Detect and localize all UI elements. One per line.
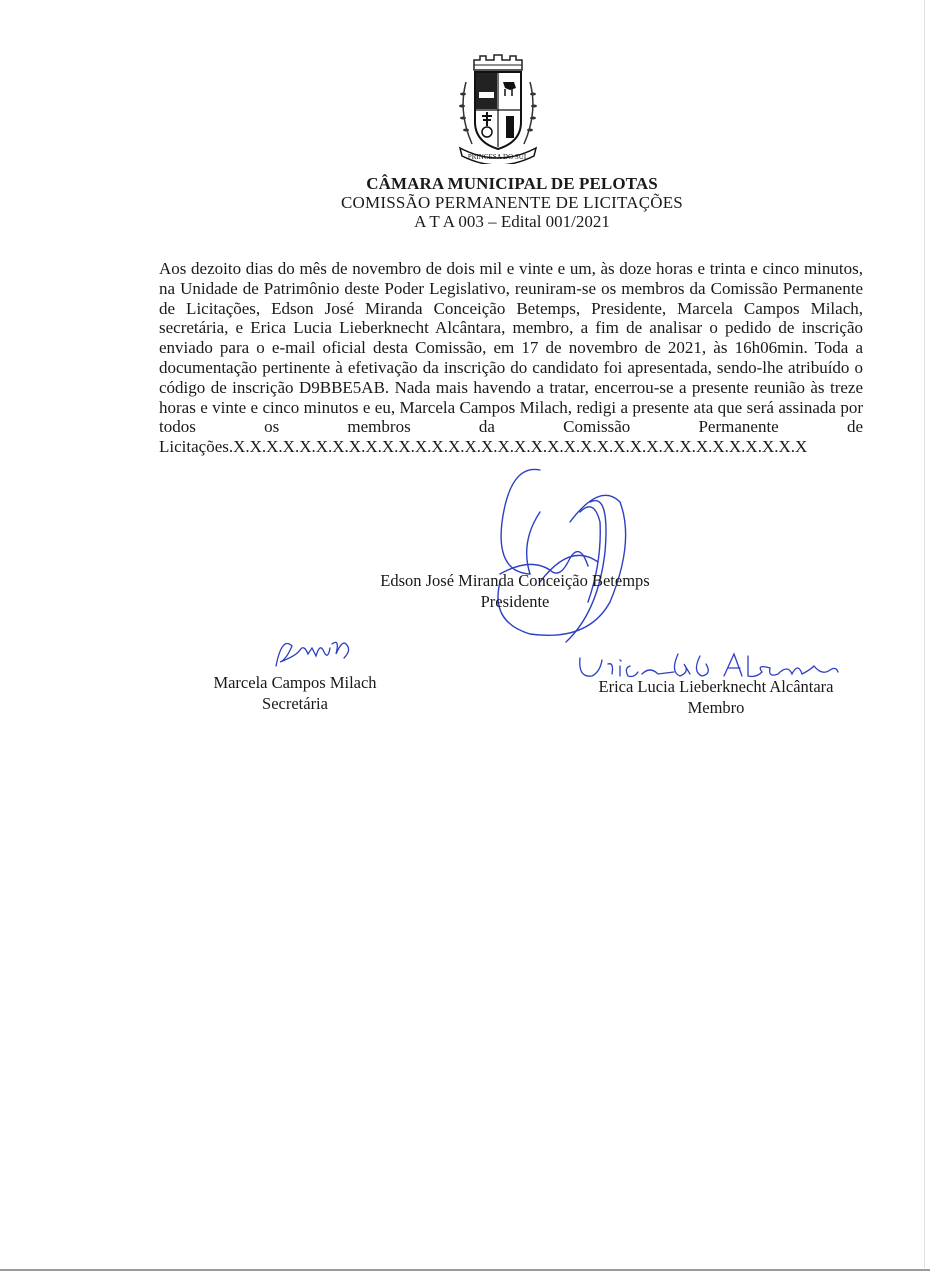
- institution-name: CÂMARA MUNICIPAL DE PELOTAS: [366, 174, 658, 193]
- document-header: [230, 174, 794, 232]
- crest-motto: PRINCESA DO SUL: [467, 153, 529, 161]
- scan-edge-bottom: [0, 1269, 930, 1271]
- secretary-role: Secretária: [262, 694, 328, 713]
- commission-name: COMISSÃO PERMANENTE DE LICITAÇÕES: [341, 193, 683, 212]
- minutes-body: Aos dezoito dias do mês de novembro de dois mil e vinte e um, às doze horas e trinta e cinco minutos, na Unidade de Patrimônio deste Poder Legislativo, reuniram-se os membros da Comissão Permanente de Licitações, Edson José Miranda Conceição Betemps, Presidente, Marcela Campos Milach, secretária, e Erica Lucia Lieberknecht Alcântara, membro, a fim de analisar o pedido de inscrição enviado para o e-mail oficial desta Comissão, em 17 de novembro de 2021, às 16h06min. Toda a documentação pertinente à efetivação da inscrição do candidato foi apresentada, sendo-lhe atribuído o código de inscrição D9BBE5AB. Nada mais havendo a tratar, encerrou-se a presente reunião às treze horas e vinte e cinco minutos e eu, Marcela Campos Milach, redigi a presente ata que será assinada por todos os membros da Comissão Permanente de Licitações.X.X.X.X.X.X.X.X.X.X.X.X.X.X.X.X.X.X.X.X.X.X.X.X.X.X.X.X.X.X.X.X.X.X.X: [159, 259, 863, 457]
- secretary-name: Marcela Campos Milach: [213, 673, 377, 692]
- secretary-signature-block: [190, 672, 400, 714]
- coat-of-arms-icon: [448, 52, 548, 164]
- president-role: Presidente: [480, 592, 550, 611]
- scan-edge-right: [924, 0, 925, 1268]
- city-coat-of-arms: [448, 52, 548, 164]
- secretary-signature: [270, 630, 360, 672]
- member-name: Erica Lucia Lieberknecht Alcântara: [598, 677, 834, 696]
- president-signature-block: [360, 570, 670, 612]
- minutes-reference: A T A 003 – Edital 001/2021: [414, 212, 610, 231]
- president-name: Edson José Miranda Conceição Betemps: [380, 571, 650, 590]
- member-signature-block: [576, 676, 856, 718]
- member-role: Membro: [687, 698, 745, 717]
- president-signature: [470, 462, 650, 647]
